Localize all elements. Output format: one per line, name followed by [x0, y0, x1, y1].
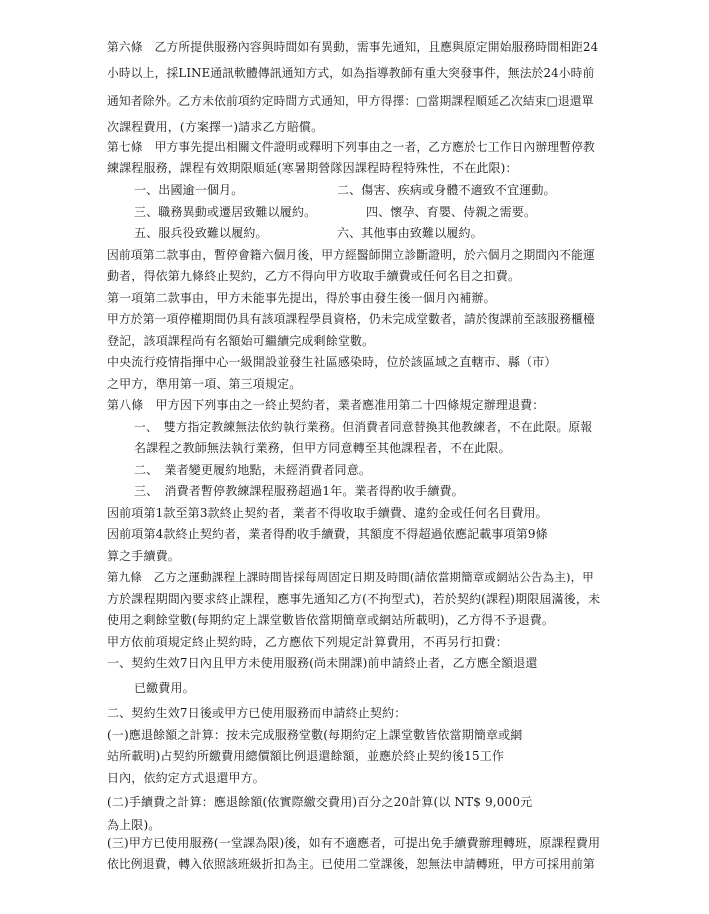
text-line: 通知者除外。乙方未依前項約定時間方式通知，甲方得擇：□當期課程順延乙次結束□退還單 — [107, 94, 594, 108]
text-line: 二、契約生效7日後或甲方已使用服務而申請終止契約： — [107, 706, 407, 720]
text-line: 日內，依約定方式退還甲方。 — [107, 771, 265, 785]
text-line: 一、出國逾一個月。 — [134, 183, 244, 197]
text-line: 第八條 甲方因下列事由之一終止契約者，業者應准用第二十四條規定辦理退費： — [107, 398, 545, 412]
text-line: 四、懷孕、育嬰、侍親之需要。 — [366, 205, 537, 219]
text-line: (二)手續費之計算：應退餘額(依實際繳交費用)百分之20計算(以 NT$ 9,000元 — [107, 795, 533, 809]
text-line: 因前項第二款事由，暫停會籍六個月後，甲方經醫師開立診斷證明，於六個月之期間內不能運 — [107, 248, 595, 262]
text-line: 中央流行疫情指揮中心一級開設並發生社區感染時，位於該區域之直轄市、縣（市） — [107, 355, 557, 369]
text-line: 三、職務異動或遷居致難以履約。 — [134, 205, 317, 219]
text-line: 之甲方，準用第一項、第三項規定。 — [107, 377, 302, 391]
text-line: 練課程服務，課程有效期限順延(寒暑期營隊因課程時程特殊性，不在此限)： — [107, 161, 518, 175]
text-line: 方於課程期間內要求終止課程，應事先通知乙方(不拘型式)，若於契約(課程)期限屆滿後，未 — [107, 592, 601, 606]
text-line: 第一項第二款事由，甲方未能事先提出，得於事由發生後一個月內補辦。 — [107, 291, 496, 305]
text-line: (三)甲方已使用服務(一堂課為限)後，如有不適應者，可提出免手續費辦理轉班，原課程費用 — [107, 836, 601, 850]
text-line: 名課程之教師無法執行業務，但甲方同意轉至其他課程者，不在此限。 — [134, 441, 511, 455]
text-line: 一、 雙方指定教練無法依約執行業務。但消費者同意替換其他教練者，不在此限。原報 — [134, 420, 593, 434]
text-line: 次課程費用，(方案擇一)請求乙方賠償。 — [107, 120, 324, 134]
text-line: 甲方於第一項停權期間仍具有該項課程學員資格，仍未完成堂數者，請於復課前至該服務櫃檯 — [107, 312, 595, 326]
text-line: 第九條 乙方之運動課程上課時間皆採每周固定日期及時間(請依當期簡章或網站公告為主)，甲 — [107, 570, 594, 584]
text-line: 依比例退費，轉入依照該班級折扣為主。已使用二堂課後，恕無法申請轉班，甲方可採用前第 — [107, 857, 595, 871]
text-line: 甲方依前項規定終止契約時，乙方應依下列規定計算費用，不再另行扣費： — [107, 635, 508, 649]
text-line: 為上限)。 — [107, 818, 161, 832]
text-line: 算之手續費。 — [107, 549, 180, 563]
text-line: 因前項第4款終止契約者，業者得酌收手續費，其額度不得超過依應記載事項第9條 — [107, 527, 548, 541]
text-line: 二、 業者變更履約地點，未經消費者同意。 — [134, 463, 372, 477]
text-line: 五、服兵役致難以履約。 — [134, 226, 268, 240]
text-line: 已繳費用。 — [134, 681, 195, 695]
text-line: 站所載明)占契約所繳費用總價額比例退還餘額，並應於終止契約後15工作 — [107, 749, 505, 763]
text-line: 動者，得依第九條終止契約，乙方不得向甲方收取手續費或任何名目之扣費。 — [107, 269, 521, 283]
text-line: 使用之剩餘堂數(每期約定上課堂數皆依當期簡章或網站所載明)，乙方得不予退費。 — [107, 613, 555, 627]
text-line: (一)應退餘額之計算：按未完成服務堂數(每期約定上課堂數皆依當期簡章或網 — [107, 728, 523, 742]
text-line: 登記，該項課程尚有名額始可繼續完成剩餘堂數。 — [107, 334, 375, 348]
text-line: 六、其他事由致難以履約。 — [337, 226, 483, 240]
text-line: 一、契約生效7日內且甲方未使用服務(尚未開課)前申請終止者，乙方應全額退還 — [107, 656, 538, 670]
text-line: 小時以上，採LINE通訊軟體傳訊通知方式，如為指導教師有重大突發事件，無法於24小時前 — [107, 66, 595, 80]
text-line: 三、 消費者暫停教練課程服務超過1年。業者得酌收手續費。 — [134, 484, 464, 498]
text-line: 第六條 乙方所提供服務內容與時間如有異動，需事先通知，且應與原定開始服務時間相距24 — [107, 40, 599, 54]
text-line: 二、傷害、疾病或身體不適致不宜運動。 — [337, 183, 556, 197]
text-line: 第七條 甲方事先提出相關文件證明或釋明下列事由之一者，乙方應於七工作日內辦理暫停教 — [107, 140, 595, 154]
text-line: 因前項第1款至第3款終止契約者，業者不得收取手續費、違約金或任何名目費用。 — [107, 506, 548, 520]
